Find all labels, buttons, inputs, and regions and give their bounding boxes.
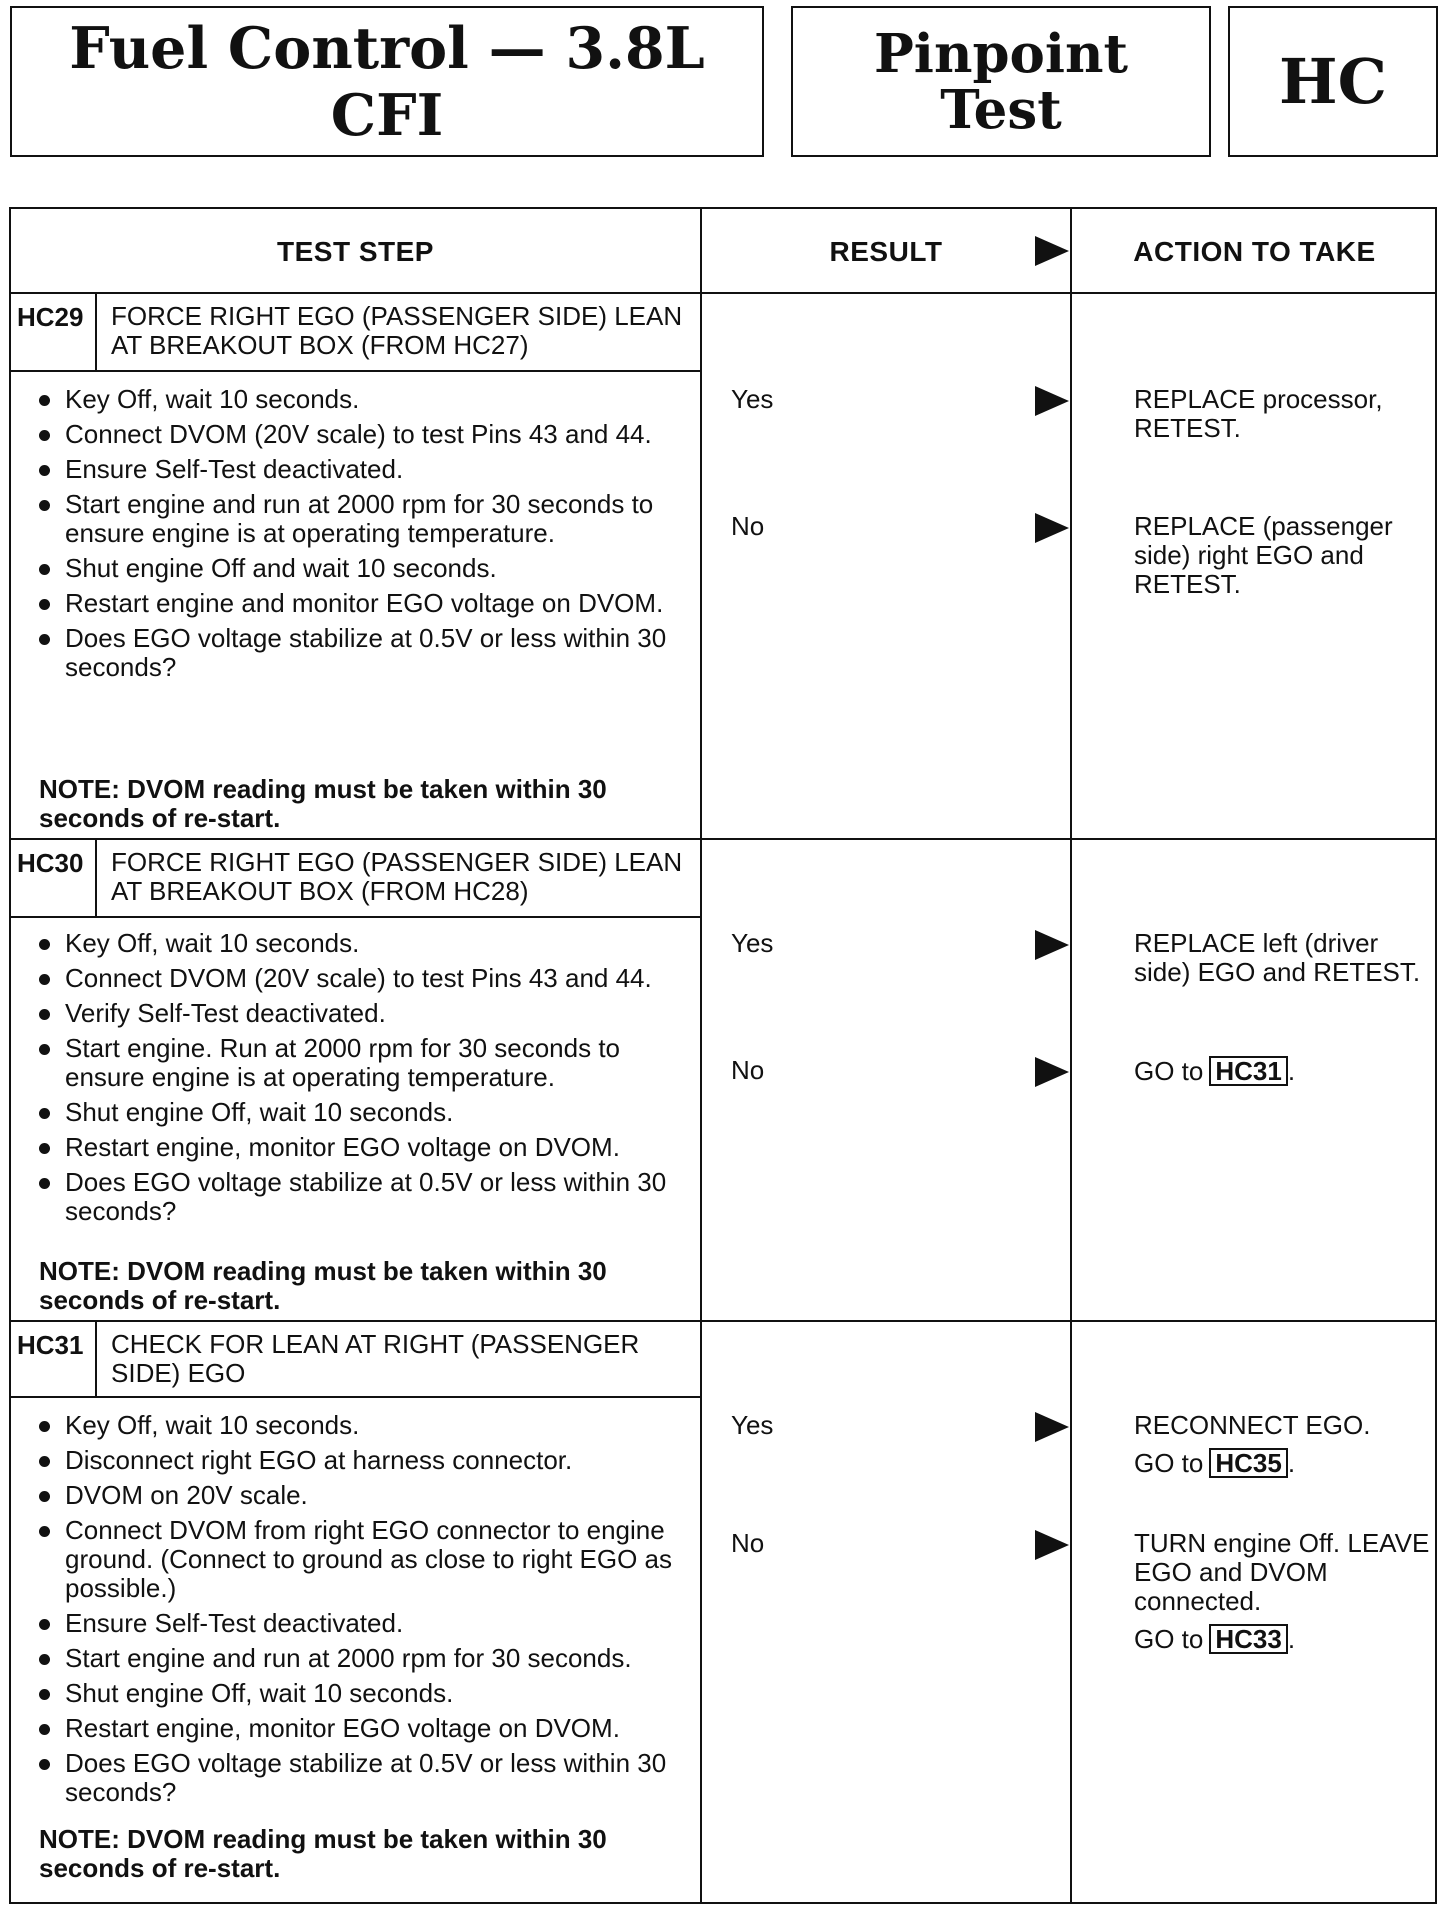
pinpoint-line-2: Test (940, 78, 1062, 141)
action-text: GO to (1134, 1624, 1204, 1654)
step-title: FORCE RIGHT EGO (PASSENGER SIDE) LEAN AT BREAKOUT BOX (FROM HC28) (111, 847, 683, 906)
note-text: DVOM reading must be taken within 30 seconds of re-start. (39, 1256, 607, 1315)
step-instructions-hc30 (35, 929, 695, 1232)
action-hc31-yes (1134, 1411, 1434, 1486)
list-item: Key Off, wait 10 seconds. (35, 385, 695, 414)
test-code (1228, 6, 1438, 157)
arrow-icon (1035, 1057, 1069, 1087)
action-punct: . (1287, 1624, 1296, 1654)
list-item: Connect DVOM (20V scale) to test Pins 43 and 44. (35, 964, 695, 993)
step-id: HC30 (11, 840, 97, 916)
step-ref-hc35[interactable]: HC35 (1209, 1448, 1287, 1478)
list-item: Shut engine Off and wait 10 seconds. (35, 554, 695, 583)
action-text: REPLACE (passenger side) right EGO and RETEST. (1134, 511, 1393, 599)
list-item: Does EGO voltage stabilize at 0.5V or less within 30 seconds? (35, 1168, 695, 1226)
page-title-text: Fuel Control — 3.8L CFI (69, 14, 705, 149)
note-text: DVOM reading must be taken within 30 seconds of re-start. (39, 1824, 607, 1883)
step-header-hc29 (11, 294, 700, 372)
list-item: Shut engine Off, wait 10 seconds. (35, 1098, 695, 1127)
result-no-hc30: No (731, 1055, 765, 1085)
list-item: Start engine and run at 2000 rpm for 30 seconds to ensure engine is at operating temperature. (35, 490, 695, 548)
arrow-icon (1035, 1412, 1069, 1442)
action-text: TURN engine Off. LEAVE EGO and DVOM connected. (1134, 1528, 1430, 1616)
note-label: NOTE: (39, 774, 120, 804)
step-title: FORCE RIGHT EGO (PASSENGER SIDE) LEAN AT BREAKOUT BOX (FROM HC27) (111, 301, 683, 360)
page-title (10, 6, 764, 157)
step-instructions-hc31 (35, 1411, 695, 1813)
list-item: Key Off, wait 10 seconds. (35, 1411, 695, 1440)
column-header-test-step: TEST STEP (277, 235, 434, 267)
step-title: CHECK FOR LEAN AT RIGHT (PASSENGER SIDE) EGO (111, 1329, 640, 1388)
step-note-hc30 (39, 1257, 679, 1315)
column-header-result-label: RESULT (829, 235, 943, 267)
result-yes-hc30: Yes (731, 928, 774, 958)
step-id: HC31 (11, 1322, 97, 1396)
step-header-hc31 (11, 1322, 700, 1398)
step-ref-hc33[interactable]: HC33 (1209, 1624, 1287, 1654)
arrow-icon (1035, 1530, 1069, 1560)
action-hc29-no (1134, 512, 1434, 607)
note-text: DVOM reading must be taken within 30 seconds of re-start. (39, 774, 607, 833)
step-note-hc31 (39, 1825, 679, 1883)
list-item: Connect DVOM (20V scale) to test Pins 43 and 44. (35, 420, 695, 449)
list-item: Start engine and run at 2000 rpm for 30 seconds. (35, 1644, 695, 1673)
list-item: Ensure Self-Test deactivated. (35, 455, 695, 484)
step-note-hc29 (39, 775, 679, 833)
note-label: NOTE: (39, 1256, 120, 1286)
action-punct: . (1287, 1056, 1296, 1086)
action-text: RECONNECT EGO. (1134, 1410, 1371, 1440)
list-item: Shut engine Off, wait 10 seconds. (35, 1679, 695, 1708)
list-item: Key Off, wait 10 seconds. (35, 929, 695, 958)
column-header-result (702, 209, 1070, 294)
action-hc29-yes (1134, 385, 1434, 451)
list-item: Start engine. Run at 2000 rpm for 30 seconds to ensure engine is at operating temperature. (35, 1034, 695, 1092)
result-arrow-icon (1035, 236, 1069, 266)
result-no-hc31: No (731, 1528, 765, 1558)
step-id: HC29 (11, 294, 97, 370)
list-item: Does EGO voltage stabilize at 0.5V or less within 30 seconds? (35, 624, 695, 682)
action-text: GO to (1134, 1448, 1204, 1478)
column-divider (700, 209, 702, 1902)
note-label: NOTE: (39, 1824, 120, 1854)
arrow-icon (1035, 930, 1069, 960)
action-punct: . (1287, 1448, 1296, 1478)
result-no-hc29: No (731, 511, 765, 541)
step-header-hc30 (11, 840, 700, 918)
result-yes-hc31: Yes (731, 1410, 774, 1440)
list-item: Restart engine and monitor EGO voltage on DVOM. (35, 589, 695, 618)
column-header-action: ACTION TO TAKE (1133, 235, 1376, 267)
action-hc30-yes (1134, 929, 1434, 995)
pinpoint-test-label (791, 6, 1211, 157)
result-yes-hc29: Yes (731, 384, 774, 414)
list-item: Ensure Self-Test deactivated. (35, 1609, 695, 1638)
list-item: DVOM on 20V scale. (35, 1481, 695, 1510)
column-divider (1070, 209, 1072, 1902)
list-item: Connect DVOM from right EGO connector to engine ground. (Connect to ground as close to right EGO as possible.) (35, 1516, 695, 1603)
list-item: Does EGO voltage stabilize at 0.5V or less within 30 seconds? (35, 1749, 695, 1807)
action-hc30-no (1134, 1056, 1434, 1094)
pinpoint-line-1: Pinpoint (873, 22, 1129, 85)
list-item: Restart engine, monitor EGO voltage on DVOM. (35, 1714, 695, 1743)
action-hc31-no (1134, 1529, 1434, 1662)
action-text: REPLACE left (driver side) EGO and RETEST. (1134, 928, 1421, 987)
list-item: Disconnect right EGO at harness connector. (35, 1446, 695, 1475)
list-item: Verify Self-Test deactivated. (35, 999, 695, 1028)
test-code-text: HC (1279, 45, 1387, 118)
list-item: Restart engine, monitor EGO voltage on DVOM. (35, 1133, 695, 1162)
step-instructions-hc29 (35, 385, 695, 688)
arrow-icon (1035, 386, 1069, 416)
pinpoint-table (9, 207, 1437, 1904)
step-ref-hc31[interactable]: HC31 (1209, 1056, 1287, 1086)
action-text: REPLACE processor, RETEST. (1134, 384, 1383, 443)
arrow-icon (1035, 513, 1069, 543)
action-text: GO to (1134, 1056, 1204, 1086)
